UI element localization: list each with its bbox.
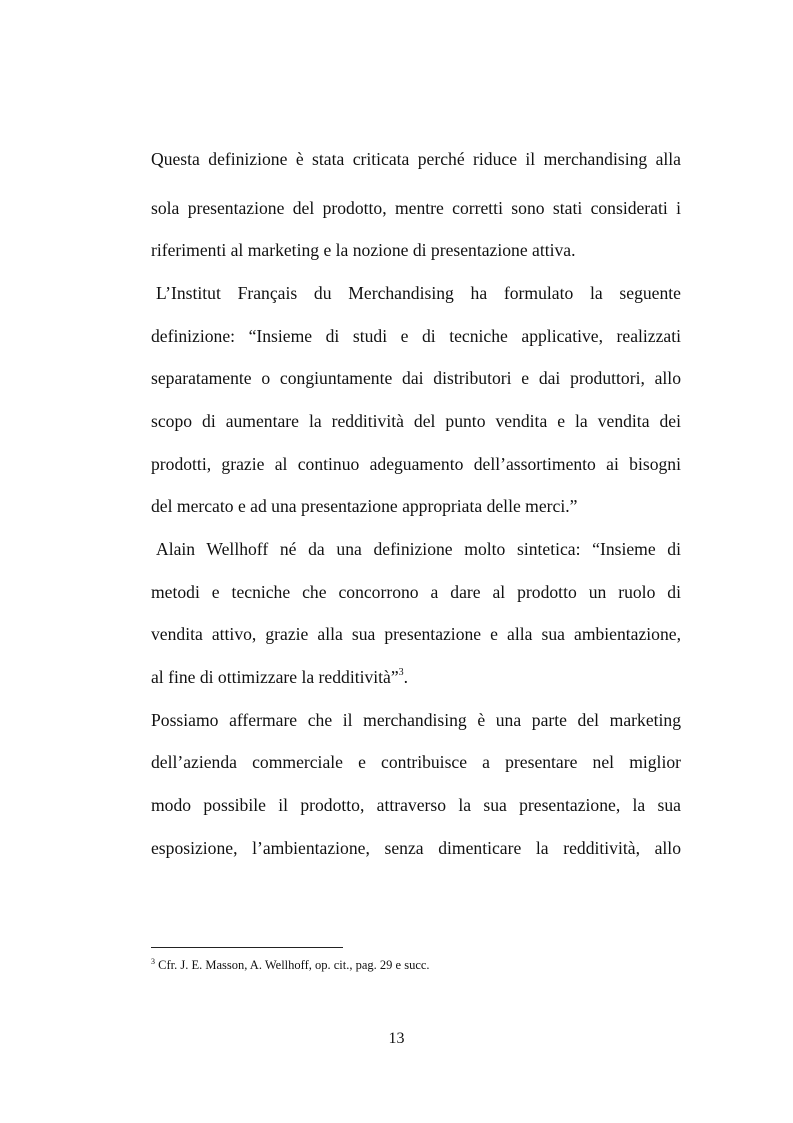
body-line: dell’azienda commerciale e contribuisce a presentare nel miglior [151, 752, 681, 772]
footnote-separator [151, 947, 343, 948]
body-line: metodi e tecniche che concorrono a dare al prodotto un ruolo di [151, 582, 681, 602]
body-line: definizione: “Insieme di studi e di tecniche applicative, realizzati [151, 326, 681, 346]
footnote-reference[interactable]: 3 [398, 667, 404, 678]
body-line: modo possibile il prodotto, attraverso la sua presentazione, la sua [151, 795, 681, 815]
body-line: esposizione, l’ambientazione, senza dimenticare la redditività, allo [151, 838, 681, 858]
body-line-text: al fine di ottimizzare la redditività” [151, 667, 399, 687]
body-line: separatamente o congiuntamente dai distributori e dai produttori, allo [151, 368, 681, 388]
footnote-number: 3 [151, 957, 155, 966]
body-line: Alain Wellhoff né da una definizione molto sintetica: “Insieme di [156, 539, 681, 559]
body-line: prodotti, grazie al continuo adeguamento dell’assortimento ai bisogni [151, 454, 681, 474]
body-line: sola presentazione del prodotto, mentre corretti sono stati considerati i [151, 198, 681, 218]
page-number: 13 [388, 1030, 405, 1047]
footnote-text: Cfr. J. E. Masson, A. Wellhoff, op. cit., pag. 29 e succ. [158, 958, 430, 972]
body-line: riferimenti al marketing e la nozione di presentazione attiva. [151, 240, 576, 260]
body-line: del mercato e ad una presentazione appropriata delle merci.” [151, 496, 578, 516]
body-line: L’Institut Français du Merchandising ha formulato la seguente [156, 283, 681, 303]
body-line: Possiamo affermare che il merchandising è una parte del marketing [151, 710, 681, 730]
body-line: vendita attivo, grazie alla sua presentazione e alla sua ambientazione, [151, 624, 681, 644]
body-line: Questa definizione è stata criticata perché riduce il merchandising alla [151, 149, 681, 169]
body-line: scopo di aumentare la redditività del punto vendita e la vendita dei [151, 411, 681, 431]
body-line-end: . [403, 667, 409, 687]
body-line-with-footnote [151, 666, 681, 688]
footnote [151, 957, 430, 973]
